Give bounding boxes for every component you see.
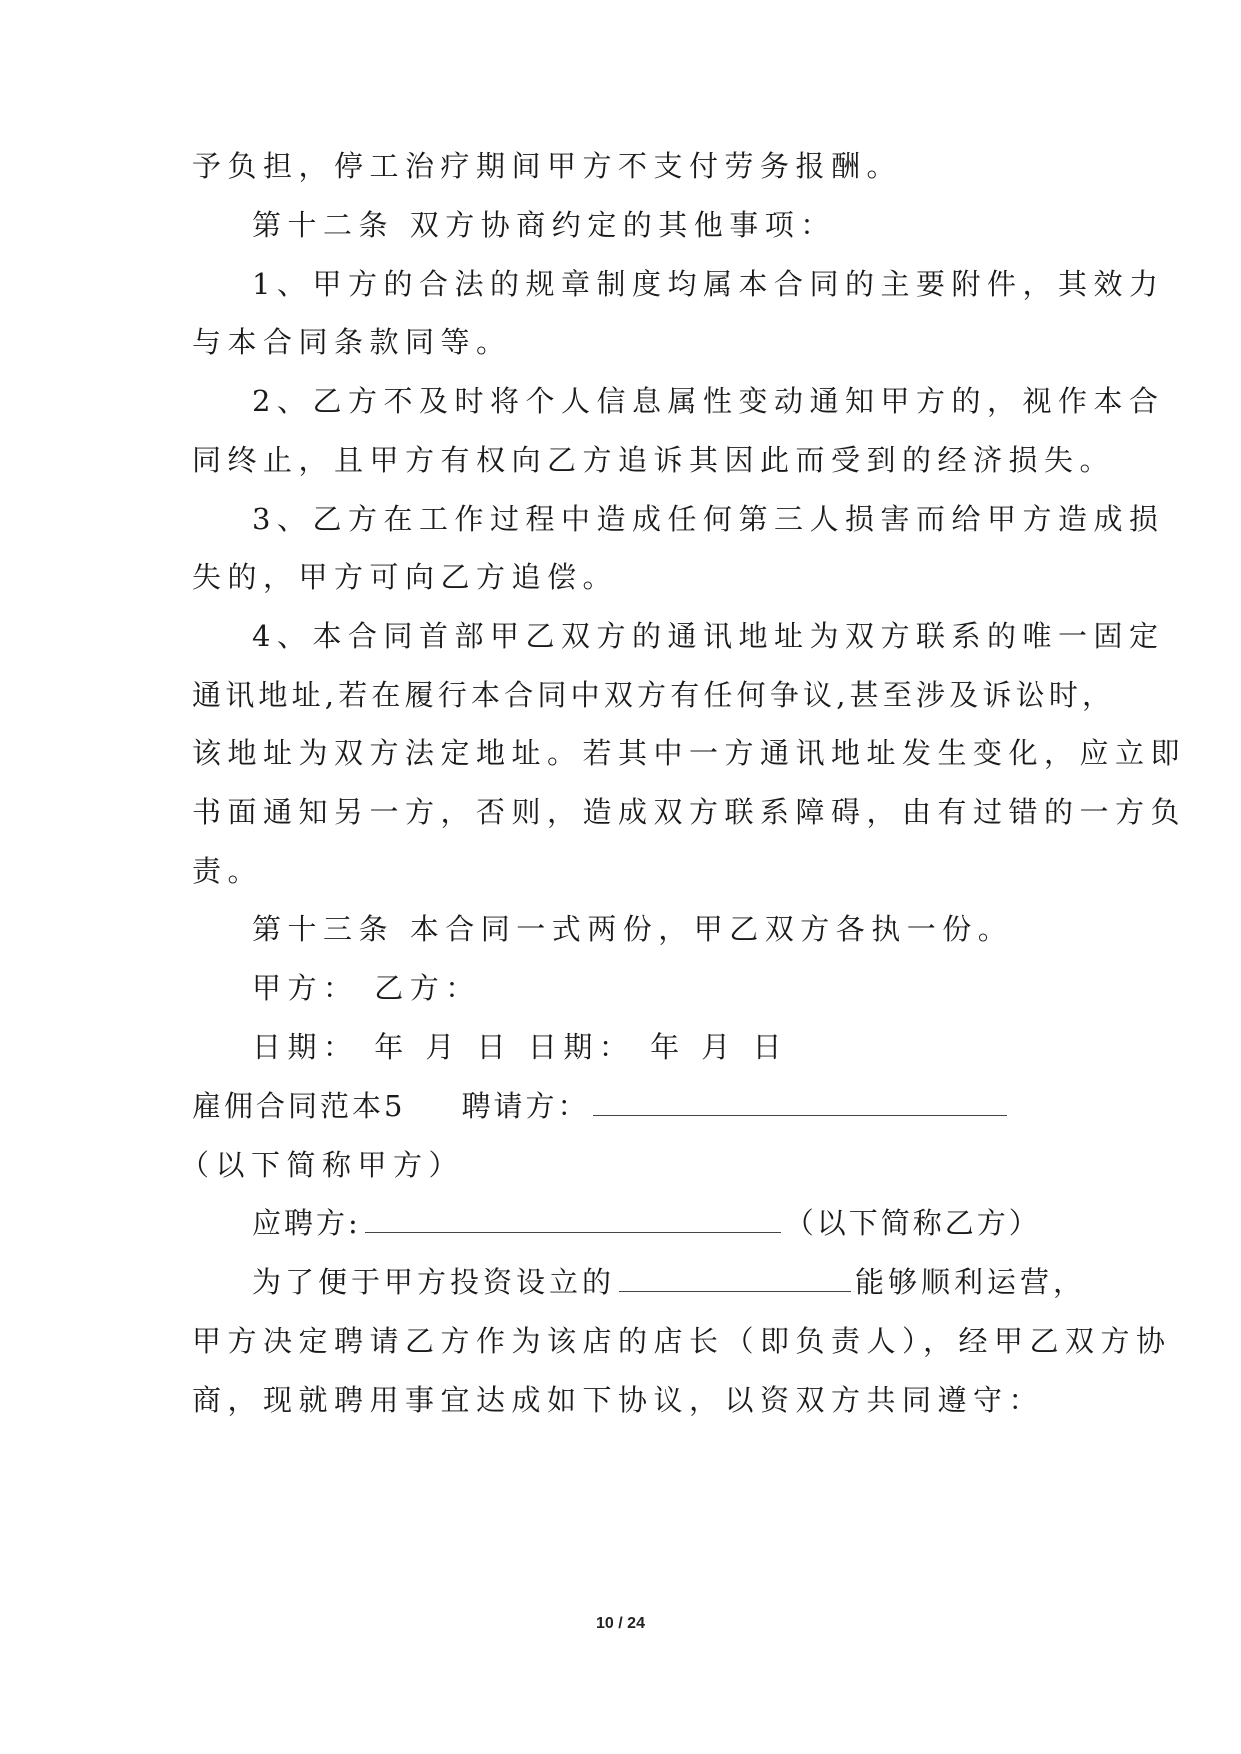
clause-4-line: 通讯地址,若在履行本合同中双方有任何争议,甚至涉及诉讼时， — [192, 678, 1116, 712]
intro-before: 为了便于甲方投资设立的 — [252, 1265, 616, 1299]
contract-5-title-row — [192, 1086, 1058, 1126]
clause-4-line: 书面通知另一方，否则，造成双方联系障碍，由有过错的一方负 — [192, 795, 1187, 829]
employee-name-blank[interactable] — [365, 1208, 781, 1233]
page-number: 10 / 24 — [596, 1615, 645, 1632]
article-13-heading: 第十三条 本合同一式两份，甲乙双方各执一份。 — [252, 912, 1014, 946]
article-12-heading: 第十二条 双方协商约定的其他事项： — [252, 208, 836, 242]
intro-line-3: 商，现就聘用事宜达成如下协议，以资双方共同遵守： — [192, 1383, 1045, 1417]
employee-row — [252, 1203, 1118, 1243]
date-line: 日期： 年 月 日 日期： 年 月 日 — [252, 1030, 789, 1064]
clause-3-line: 失的，甲方可向乙方追偿。 — [192, 560, 619, 594]
store-name-blank[interactable] — [619, 1267, 851, 1292]
intro-after: 能够顺利运营， — [855, 1265, 1087, 1299]
party-signature-line: 甲方： 乙方： — [252, 971, 481, 1005]
paragraph-line: 予负担，停工治疗期间甲方不支付劳务报酬。 — [192, 149, 903, 183]
employer-note: （以下简称甲方） — [180, 1148, 465, 1182]
employer-name-blank[interactable] — [593, 1091, 1007, 1116]
employer-label: 聘请方： — [461, 1089, 590, 1123]
intro-line-2: 甲方决定聘请乙方作为该店的店长（即负责人），经甲乙双方协 — [192, 1324, 1172, 1358]
clause-2-line: 同终止，且甲方有权向乙方追诉其因此而受到的经济损失。 — [192, 443, 1116, 477]
employee-note: （以下简称乙方） — [784, 1206, 1041, 1240]
clause-4-line: 责。 — [192, 854, 264, 888]
clause-3-line: 3、乙方在工作过程中造成任何第三人损害而给甲方造成损 — [252, 502, 1165, 536]
clause-1-line: 与本合同条款同等。 — [192, 325, 512, 359]
clause-1-line: 1、甲方的合法的规章制度均属本合同的主要附件，其效力 — [252, 267, 1165, 301]
clause-2-line: 2、乙方不及时将个人信息属性变动通知甲方的，视作本合 — [252, 384, 1165, 418]
clause-4-line: 4、本合同首部甲乙双方的通讯地址为双方联系的唯一固定 — [252, 619, 1165, 653]
employee-label: 应聘方: — [252, 1206, 361, 1240]
contract-5-title: 雇佣合同范本5 — [192, 1089, 406, 1123]
intro-line-1 — [252, 1262, 1118, 1302]
clause-4-line: 该地址为双方法定地址。若其中一方通讯地址发生变化，应立即 — [192, 736, 1187, 770]
